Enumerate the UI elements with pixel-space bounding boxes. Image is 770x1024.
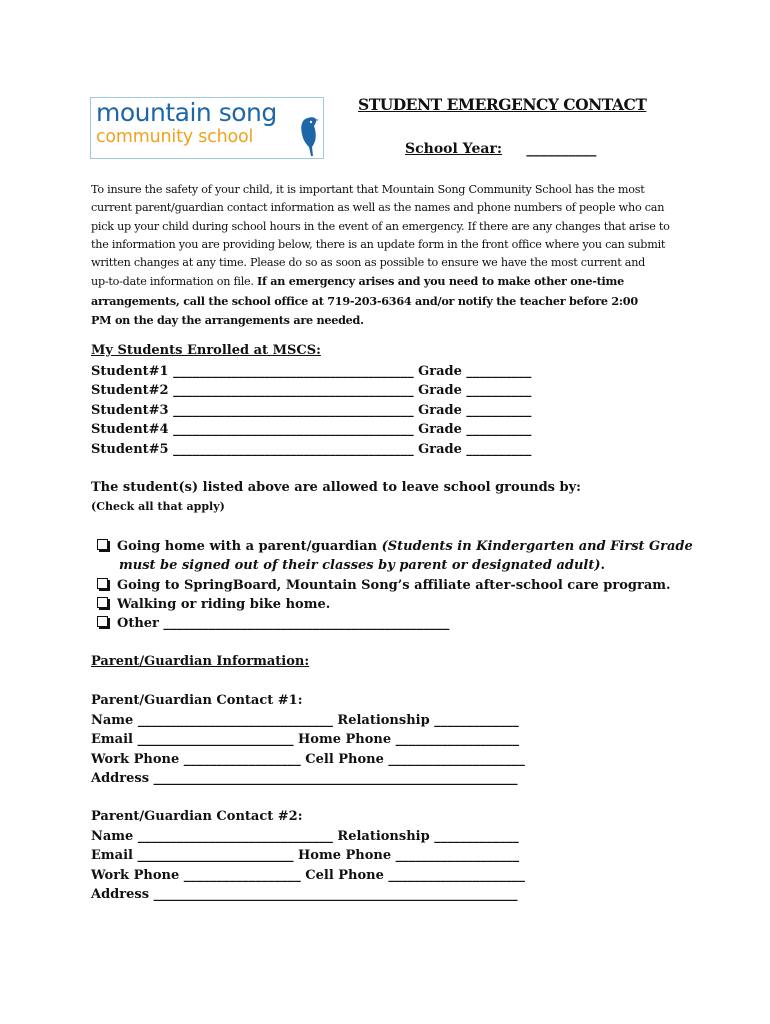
school-year-line — [405, 141, 596, 157]
option-springboard — [97, 576, 693, 595]
option-parent — [97, 537, 693, 556]
contact1-heading: Parent/Guardian Contact #1: — [91, 693, 303, 708]
contact-email-row[interactable]: Email ________________________ Home Phone ___________________ — [91, 732, 520, 748]
option-label: Going home with a parent/guardian — [117, 539, 382, 554]
contact-address-row[interactable]: Address ________________________________________________________ — [91, 771, 518, 787]
intro-line: the information you are providing below, there is an update form in the front office where you can submit — [91, 237, 666, 251]
checkbox[interactable] — [97, 578, 108, 589]
option-walking — [97, 595, 693, 614]
option-label: Walking or riding bike home. — [117, 596, 331, 612]
checkbox[interactable] — [97, 597, 108, 608]
intro-emergency-text: arrangements, call the school office at 719-203-6364 and/or notify the teacher before 2:00 — [91, 293, 638, 308]
student-row[interactable]: Student#1 _____________________________________ Grade __________ — [91, 364, 532, 379]
intro-line — [91, 292, 691, 311]
student-row[interactable]: Student#5 _____________________________________ Grade __________ — [91, 441, 532, 457]
intro-text: up-to-date information on file. — [91, 275, 258, 289]
contact-phone-row[interactable]: Work Phone __________________ Cell Phone _____________________ — [91, 751, 525, 767]
contact-name-row[interactable]: Name ______________________________ Relationship _____________ — [91, 829, 519, 844]
option-note: (Students in Kindergarten and First Grade — [381, 539, 693, 554]
intro-line — [91, 272, 691, 291]
contact2-fields — [91, 827, 525, 905]
students-heading: My Students Enrolled at MSCS: — [91, 343, 321, 358]
leave-options — [97, 537, 693, 633]
logo-line-1: mountain song — [96, 98, 277, 127]
contact-address-row[interactable]: Address ________________________________________________________ — [91, 887, 518, 903]
option-note-end: . — [600, 558, 606, 574]
logo-line-2: community school — [96, 127, 254, 147]
school-year-label: School Year: — [405, 141, 502, 157]
school-year-field[interactable]: __________ — [526, 141, 597, 157]
checkbox[interactable] — [97, 539, 108, 550]
contact-phone-row[interactable]: Work Phone __________________ Cell Phone _____________________ — [91, 867, 525, 883]
intro-emergency-text: PM on the day the arrangements are needed. — [91, 313, 364, 328]
guardian-heading: Parent/Guardian Information: — [91, 654, 310, 669]
option-parent-cont — [97, 556, 693, 575]
students-list — [91, 362, 531, 459]
student-row[interactable]: Student#3 _____________________________________ Grade __________ — [91, 402, 532, 418]
check-note: (Check all that apply) — [91, 500, 225, 513]
intro-line: current parent/guardian contact information as well as the names and phone numbers of people who can — [91, 201, 665, 215]
contact-name-row[interactable]: Name ______________________________ Relationship _____________ — [91, 713, 519, 728]
leave-heading: The student(s) listed above are allowed to leave school grounds by: — [91, 480, 581, 495]
option-label: Going to SpringBoard, Mountain Song’s affiliate after-school care program. — [117, 577, 671, 593]
option-note: must be signed out of their classes by parent or designated adult) — [119, 558, 601, 574]
intro-line: pick up your child during school hours in the event of an emergency. If there are any changes that arise to — [91, 219, 670, 233]
intro-emergency-text: If an emergency arises and you need to make other one-time — [257, 274, 624, 289]
student-row[interactable]: Student#4 _____________________________________ Grade __________ — [91, 422, 532, 438]
intro-line: written changes at any time. Please do so as soon as possible to ensure we have the most current and — [91, 256, 646, 270]
checkbox[interactable] — [97, 616, 108, 627]
contact2-heading: Parent/Guardian Contact #2: — [91, 809, 303, 824]
student-row[interactable]: Student#2 _____________________________________ Grade __________ — [91, 383, 532, 399]
option-other — [97, 614, 693, 633]
intro-line — [91, 311, 691, 330]
contact1-fields — [91, 711, 525, 789]
option-label[interactable]: Other ____________________________________________ — [117, 616, 450, 632]
school-logo — [90, 97, 324, 159]
form-title: STUDENT EMERGENCY CONTACT — [358, 95, 647, 114]
intro-paragraph — [91, 181, 691, 330]
bird-icon — [296, 114, 320, 158]
intro-line: To insure the safety of your child, it is important that Mountain Song Community School has the most — [91, 183, 645, 196]
contact-email-row[interactable]: Email ________________________ Home Phone ___________________ — [91, 848, 520, 864]
